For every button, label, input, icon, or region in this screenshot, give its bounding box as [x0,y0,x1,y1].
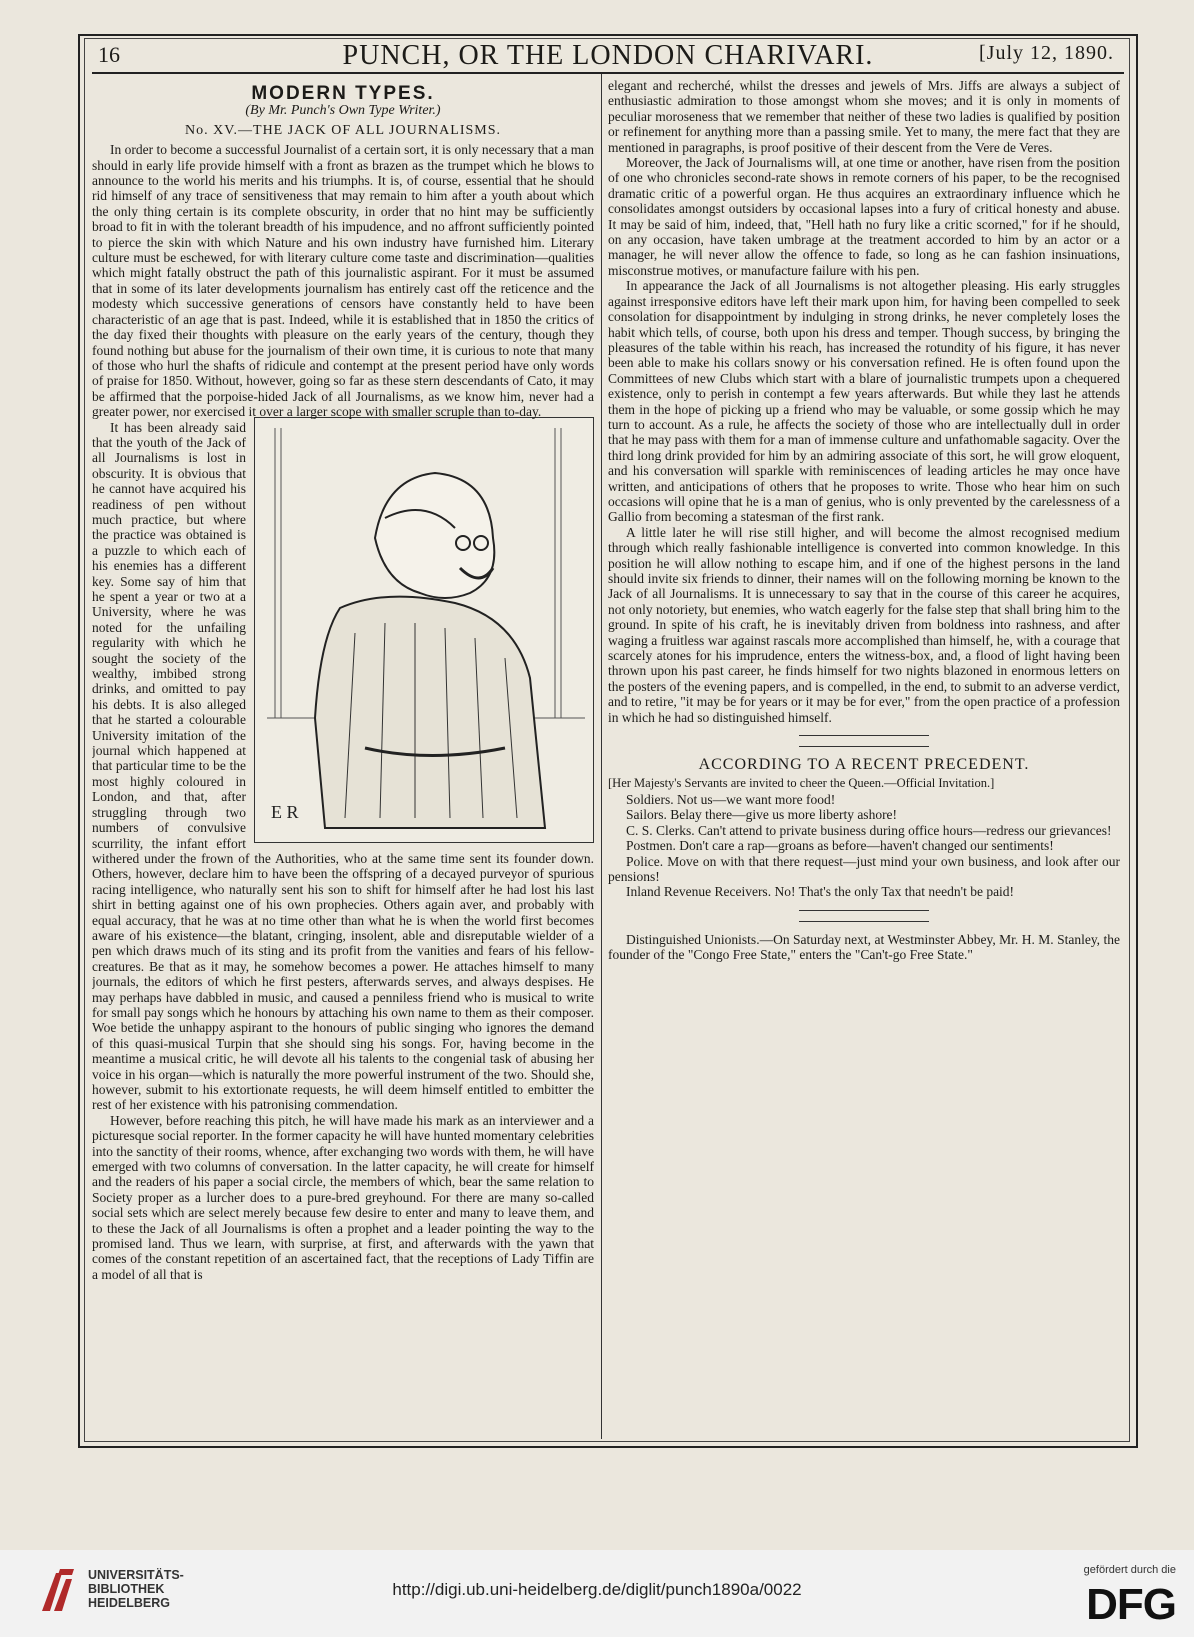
article-paragraph: In order to become a successful Journalist of a certain sort, it is only necessary that a man should in early life provide himself with a front as brazen as the trumpet which he blows to announce to the world his merits and his triumphs. It is, of course, essential that he should rid himself of any trace of sensitiveness that may remain to him after a youth about which the only thing certain is its complete obscurity, in order that no hint may be sufficiently broad to fit in with the tolerant breadth of his impudence, and no affront sufficiently pointed to pierce the skin with which Nature and his own industry have furnished him. Literary culture must be eschewed, for with literary culture come taste and discrimination—qualities which might fatally obstruct the path of this journalistic aspirant. For it must be assumed that in some of its later developments journalism has entirely cast off the reticence and the modesty which successive generations of censors have constantly held to have been characteristic of an age that is past. Indeed, while it is established that in 1850 the critics of the day fixed their thoughts with pleasure on the early years of the century, though they found nothing but abuse for the journalism of their own time, it is curious to note that many of those who hurl the shafts of ridicule and contempt at the present period have only words of praise for 1850. Without, however, going so far as these stern descendants of Cato, it may be affirmed that the porpoise-hided Jack of all Journalisms, as we know him, never had a greater power, nor exercised it over a larger scope with smaller scruple than to-day. [92,142,594,420]
library-line: UNIVERSITÄTS- [88,1568,184,1582]
page-number: 16 [98,42,120,67]
poem-line: Police. Move on with that there request—just mind your own business, and look after our pensions! [608,853,1120,884]
svg-text:E R: E R [271,801,299,822]
article-paragraph: However, before reaching this pitch, he will have made his mark as an interviewer and a picturesque social reporter. In the former capacity he will have hunted momentary celebrities into the sanctity of their rooms, whence, after exchanging two words with them, he will have emerged with two columns of conversation. In the latter capacity, he will create for himself and the readers of his paper a social circle, the members of which, bear the same relation to Society proper as a lurcher does to a pure-bred greyhound. For there are many so-called social sets which are select merely because few desire to enter and many to leave them, and to these the Jack of all Journalisms is often a prophet and a leader pointing the way to the promised land. Thus we learn, with surprise, at first, and afterwards with the yawn that comes of the constant repetition of an ascertained fact, that the receptions of Lady Tiffin are a model of all that is [92,1112,594,1282]
dfg-logo[interactable]: DFG [1086,1580,1176,1629]
poem-line: Soldiers. Not us—we want more food! [626,791,836,807]
right-column [608,78,1120,1436]
article-paragraph: In appearance the Jack of all Journalisms is not altogether pleasing. His early struggles against irresponsive editors have left their mark upon him, for having been compelled to seek consolation for disappointment by indulging in strong drinks, he never completely loses the habit which tells, of course, both upon his dress and temper. Though success, by bringing the pleasures of the table within his reach, has increased the rotundity of his figure, it has never been able to make his collars snowy or his conversation refined. He is often found upon the Committees of new Clubs which start with a blare of journalistic trumpets upon a chequered existence, only to perish in contempt a few years afterwards. But while they last he attends them in the hope of picking up a friend who may be valuable, or some gossip which he may turn to account. As a rule, he affects the society of those who are intellectually dull in order that he may pass with them for a man of immense culture and unfathomable sagacity. Over the third long drink provided for him by an admiring associate of this sort, he will grow eloquent, and his conversation will sparkle with reminiscences of leading articles he may once have written, and anticipations of others that he proposes to write. Those who hear him on such occasions will opine that he is a man of genius, who is only prevented by the carelessness of a Gallio from becoming a statesman of the first rank. [608,278,1120,525]
left-column [92,74,594,1436]
section-separator [799,910,929,922]
article-paragraph: elegant and recherché, whilst the dresses and jewels of Mrs. Jiffs are always a subject of enthusiastic admiration to those amongst whom she moves; and it is only in moments of peculiar moroseness that we remember that neither of these two ladies is qualified by position or refinement for anything more than a passing smile. Yet to many, the mere fact that they are mentioned in paragraphs, is proof positive of their descent from the Vere de Veres. [608,78,1120,155]
poem-line: Inland Revenue Receivers. No! That's the only Tax that needn't be paid! [626,884,1015,900]
library-line: BIBLIOTHEK [88,1582,165,1596]
poem-line: C. S. Clerks. Can't attend to private business during office hours—redress our grievances! [626,822,1112,838]
poem-line: Postmen. Don't care a rap—groans as before—haven't changed our sentiments! [626,838,1054,854]
poem-note: [Her Majesty's Servants are invited to cheer the Queen.—Official Invitation.] [608,776,995,791]
column-rule [601,74,602,1439]
article-paragraph: Moreover, the Jack of Journalisms will, at one time or another, have risen from the position of one who chronicles second-rate shows in remote corners of his paper, to be the recognised dramatic critic of a powerful organ. He thus acquires an extraordinary influence which he consolidates amongst outsiders by occasional lapses into a fury of critical honesty and abuse. It may be said of him, indeed, that, "Hell hath no fury like a critic scorned," for if he should, on any occasion, have taken umbrage at the treatment accorded to him by an actor or a manager, he will never allow the offence to fade, so long as he can fashion insinuations, misconstrue motives, or manufacture failure with his pen. [608,155,1120,278]
issue-date: [July 12, 1890. [979,42,1114,64]
unionists-paragraph: Distinguished Unionists.—On Saturday next, at Westminster Abbey, Mr. H. M. Stanley, the founder of the "Congo Free State," enters the "Can't-go Free State." [608,931,1120,963]
publication-title: PUNCH, OR THE LONDON CHARIVARI. [342,40,874,71]
article-paragraph: A little later he will rise still higher, and will become the almost recognised medium through which really fashionable intelligence is converted into common knowledge. In this position he will allow nothing to escape him, and if one of the highest persons in the land should invite six friends to dinner, their names will on the following morning be known to the Jack of all Journalisms. It is unnecessary to say that in the course of this career he acquires, not only notoriety, but enemies, who watch eagerly for the false step that shall bring him to the ground. In spite of his craft, he is inevitably driven from boldness into rashness, and after waging a fruitless war against rascals more accomplished than himself, he, with a courage that scarcely atones for his imprudence, enters the witness-box, and, a flood of light having been thrown upon his past career, he finds himself for two nights blazoned in enormous letters on the posters of the evening papers, and is compelled, in the end, to submit to an adverse verdict, and to retire, "it may be for years or it may be for ever," from the open practice of a profession in which he had so distinguished himself. [608,524,1120,725]
illustration [254,417,594,843]
masthead [92,40,1124,74]
poem-heading: ACCORDING TO A RECENT PRECEDENT. [698,756,1030,774]
section-separator [799,735,929,747]
sponsor-note: gefördert durch die [1083,1564,1176,1576]
poem-verse [608,792,1120,900]
poem-line: Sailors. Belay there—give us more liberty ashore! [626,807,898,823]
library-line: HEIDELBERG [88,1596,170,1610]
article-paragraph: It has been already said that the youth of the Jack of all Journalisms is lost in obscurity. It is obvious that he cannot have acquired his readiness of pen without much practice, but where the practice was obtained is a puzzle to which each of his enemies has a different key. Some say of him that he spent a year or two at a University, where he was noted for the unfailing regularity with which he sought the society of the wealthy, imbibed strong drinks, and omitted to pay his debts. It is also alleged that he started a colourable University imitation of the journal which happened at that particular time to be the most highly coloured in London, and that, after struggling through two numbers of convulsive scurrility, the infant effort withered under the frown of the Authorities, who at the same time sent its founder down. Others, however, declare him to have been the offspring of a decayed purveyor of spurious racing intelligence, who naturally sent his son to shift for himself after he had lost his last shirt in betting against one of his own prophecies. Others again aver, and probably with equal accuracy, that he was at no time other than what he is when the world first becomes aware of his existence—the blatant, cringing, insolent, able and disreputable wielder of a pen which draws much of its sting and its profit from the vanities and fears of his fellow-creatures. Be that as it may, he somehow becomes a power. He attaches himself to many journals, the editors of which he first pesters, afterwards serves, and always despises. He may perhaps have dabbled in music, and caused a penniless friend who is musical to write for small pay songs which he honours by attaching his own name to them as their composer. Woe betide the unhappy aspirant to the honours of public singing who ignores the demand of this quasi-musical Turpin that she should sing his songs. For, having become in the meantime a musical critic, he will devote all his talents to the congenial task of abusing her voice in his organ—which is naturally the more powerful instrument of the two. Should she, however, submit to his extortionate requests, he will deem himself entitled to embitter the rest of her existence with his patronising commendation. [92,419,594,1113]
permalink-url[interactable]: http://digi.ub.uni-heidelberg.de/diglit/punch1890a/0022 [392,1580,802,1599]
article-number: No. XV.—THE JACK OF ALL JOURNALISMS. [184,122,502,138]
article-heading: MODERN TYPES. [251,83,435,104]
journalist-illustration [255,418,593,842]
article-byline: (By Mr. Punch's Own Type Writer.) [245,103,441,119]
